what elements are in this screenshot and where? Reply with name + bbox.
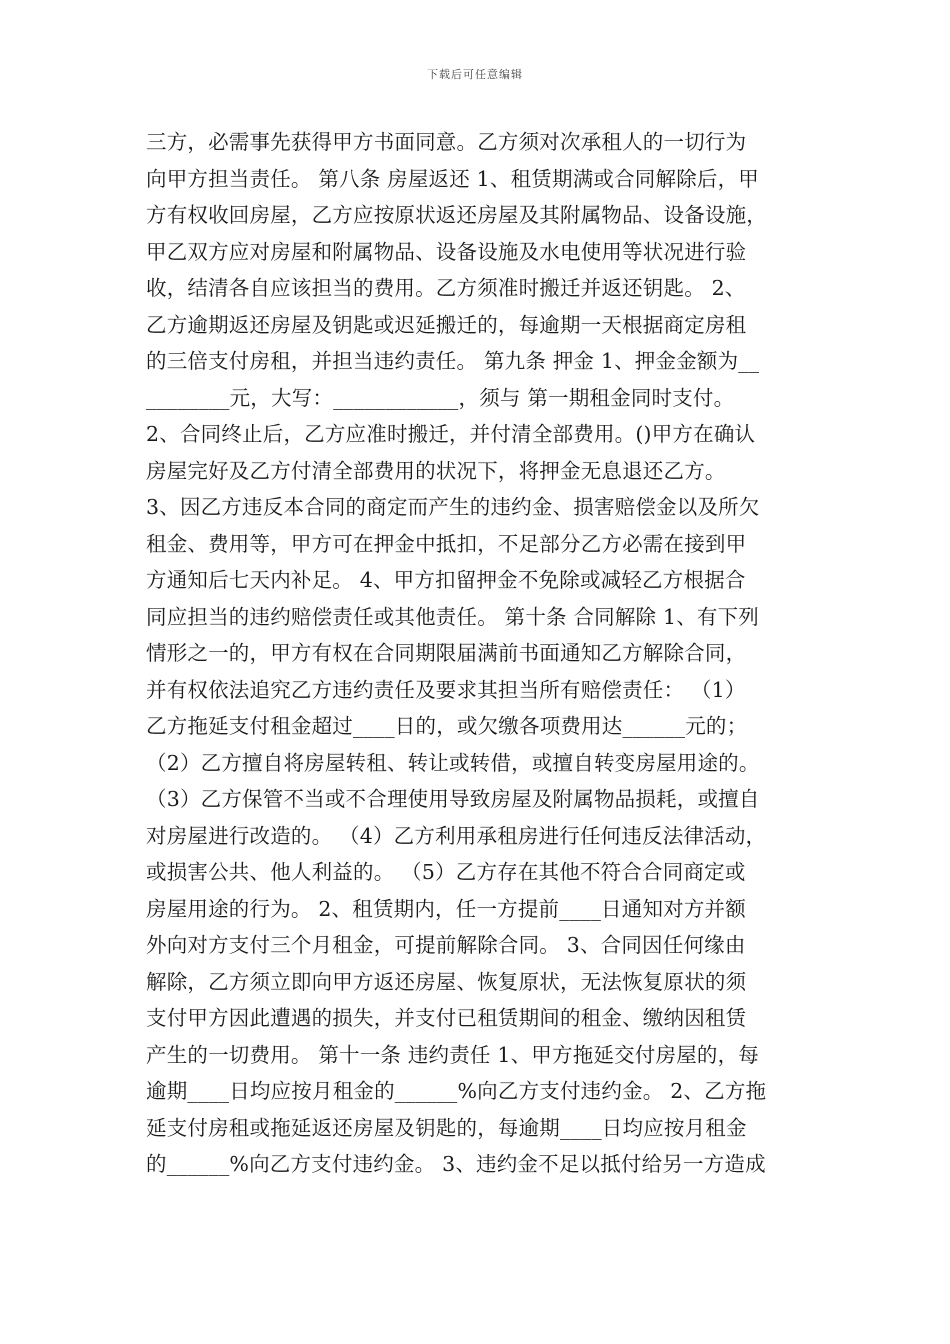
text-line: ________元，大写：____________，须与 第一期租金同时支付。: [146, 385, 735, 410]
text-line: 产生的一切费用。 第十一条 违约责任 1、甲方拖延交付房屋的，每: [146, 1042, 759, 1067]
page-header-note: 下载后可任意编辑: [427, 68, 523, 81]
contract-body-text: [146, 124, 808, 1183]
text-line: 支付甲方因此遭遇的损失，并支付已租赁期间的租金、缴纳因租赁: [146, 1006, 747, 1030]
text-line: 方通知后七天内补足。 4、甲方扣留押金不免除或减轻乙方根据合: [146, 568, 746, 592]
text-line: 房屋完好及乙方付清全部费用的状况下，将押金无息退还乙方。: [146, 458, 726, 483]
text-line: 收，结清各自应该担当的费用。乙方须准时搬迁并返还钥匙。 2、: [146, 276, 746, 300]
text-line: 的三倍支付房租，并担当违约责任。 第九条 押金 1、押金金额为__: [146, 349, 760, 373]
text-line: 逾期____日均应按月租金的______%向乙方支付违约金。 2、乙方拖: [146, 1079, 767, 1103]
text-line: 外向对方支付三个月租金，可提前解除合同。 3、合同因任何缘由: [146, 933, 746, 957]
text-line: 方有权收回房屋，乙方应按原状返还房屋及其附属物品、设备设施，: [146, 203, 767, 227]
text-line: 或损害公共、他人利益的。 （5）乙方存在其他不符合合同商定或: [146, 860, 746, 884]
text-line: 甲乙双方应对房屋和附属物品、设备设施及水电使用等状况进行验: [146, 239, 747, 264]
text-line: 乙方逾期返还房屋及钥匙或迟延搬迁的，每逾期一天根据商定房租: [146, 312, 747, 337]
text-line: 的______%向乙方支付违约金。 3、违约金不足以抵付给另一方造成: [146, 1152, 766, 1176]
text-line: 2、合同终止后，乙方应准时搬迁，并付清全部费用。()甲方在确认: [146, 422, 756, 446]
text-line: 同应担当的违约赔偿责任或其他责任。 第十条 合同解除 1、有下列: [146, 604, 759, 629]
text-line: 租金、费用等，甲方可在押金中抵扣，不足部分乙方必需在接到甲: [146, 531, 747, 556]
text-line: 房屋用途的行为。 2、租赁期内，任一方提前____日通知对方并额: [146, 896, 746, 921]
text-line: 三方，必需事先获得甲方书面同意。乙方须对次承租人的一切行为: [146, 130, 747, 154]
text-line: 3、因乙方违反本合同的商定而产生的违约金、损害赔偿金以及所欠: [146, 495, 760, 519]
text-line: 并有权依法追究乙方违约责任及要求其担当所有赔偿责任： （1）: [146, 677, 746, 702]
text-line: 乙方拖延支付租金超过____日的，或欠缴各项费用达______元的；: [146, 714, 748, 738]
text-line: 对房屋进行改造的。 （4）乙方利用承租房进行任何违反法律活动，: [146, 823, 767, 848]
text-line: 解除，乙方须立即向甲方返还房屋、恢复原状，无法恢复原状的须: [146, 969, 747, 994]
text-line: （2）乙方擅自将房屋转租、转让或转借，或擅自转变房屋用途的。: [146, 750, 760, 775]
text-line: 情形之一的，甲方有权在合同期限届满前书面通知乙方解除合同，: [146, 641, 747, 665]
text-line: 向甲方担当责任。 第八条 房屋返还 1、租赁期满或合同解除后，甲: [146, 166, 759, 191]
text-line: 延支付房租或拖延返还房屋及钥匙的，每逾期____日均应按月租金: [146, 1115, 747, 1140]
text-line: （3）乙方保管不当或不合理使用导致房屋及附属物品损耗，或擅自: [146, 787, 760, 811]
